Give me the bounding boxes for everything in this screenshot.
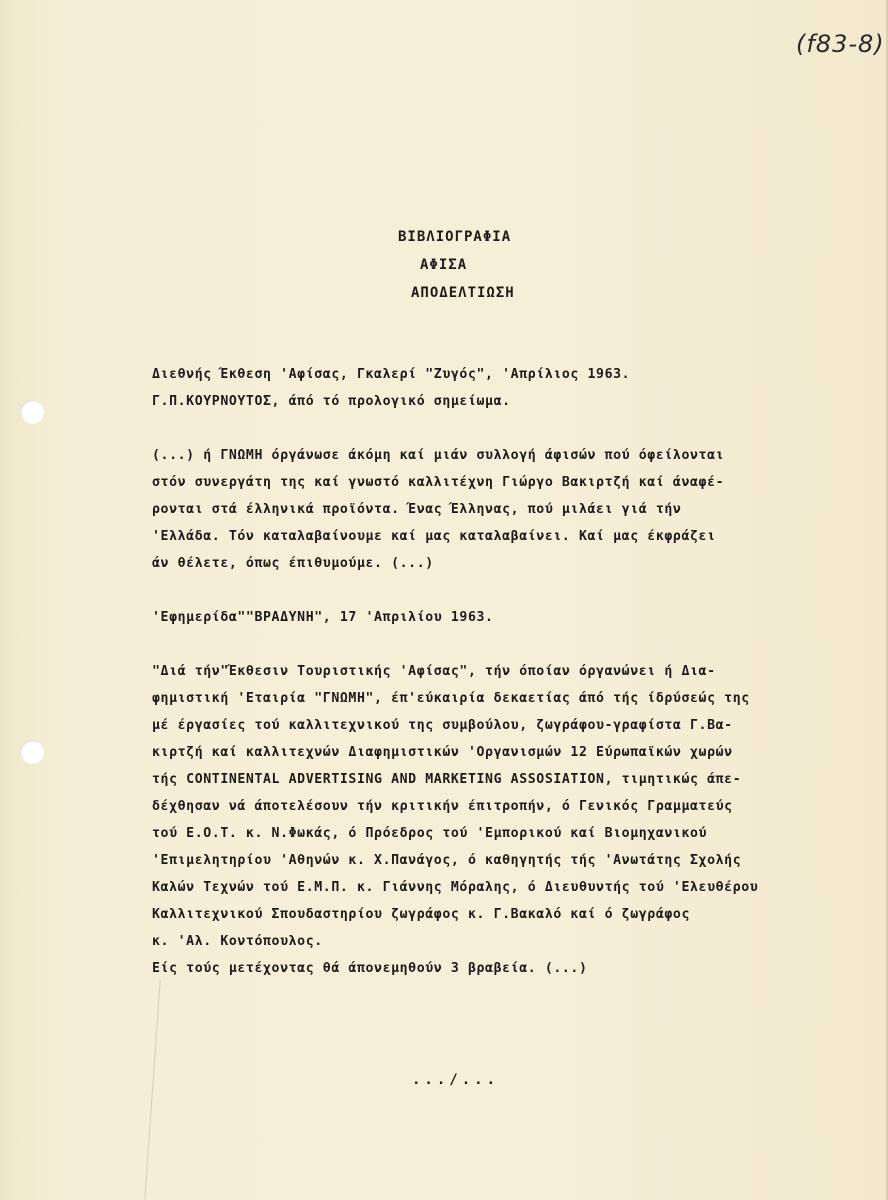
archive-reference: (f83-8) [796,30,885,58]
heading-poster: ΑΦΙΣΑ [420,257,468,273]
punch-hole-top [20,400,44,424]
paragraph-line: 'Επιμελητηρίου 'Αθηνών κ. Χ.Πανάγος, ό καθηγητής τής 'Ανωτάτης Σχολής [152,853,742,868]
paragraph-line: μέ έργασίες τού καλλιτεχνικού της συμβούλου, ζωγράφου-γραφίστα Γ.Βα- [152,718,733,733]
paragraph-line: (...) ή ΓΝΩΜΗ όργάνωσε άκόμη καί μιάν συλλογή άφισών πού όφείλονται [152,448,725,463]
paragraph-line: Καλών Τεχνών τού Ε.Μ.Π. κ. Γιάννης Μόραλης, ό Διευθυντής τού 'Ελευθέρου [152,880,759,895]
paragraph-line: Γ.Π.ΚΟΥΡΝΟΥΤΟΣ, άπό τό προλογικό σημείωμα. [152,394,511,409]
paragraph-line: 'Εφημερίδα""ΒΡΑΔΥΝΗ", 17 'Απριλίου 1963. [152,610,494,625]
paragraph-line: δέχθησαν νά άποτελέσουν τήν κριτικήν έπιτροπήν, ό Γενικός Γραμματεύς [152,799,733,814]
paragraph-line: τής CONTINENTAL ADVERTISING AND MARKETING ASSOSIATION, τιμητικώς άπε- [152,772,742,787]
punch-hole-bottom [20,740,44,764]
paragraph-line: 'Ελλάδα. Τόν καταλαβαίνουμε καί μας καταλαβαίνει. Καί μας έκφράζει [152,529,716,544]
paragraph-line: τού Ε.Ο.Τ. κ. Ν.Φωκάς, ό Πρόεδρος τού 'Εμπορικού καί Βιομηχανικού [152,826,708,841]
paragraph-line: κ. 'Αλ. Κοντόπουλος. [152,934,323,949]
paragraph-line: φημιστική 'Εταιρία "ΓΝΩΜΗ", έπ'εύκαιρία δεκαετίας άπό τής ίδρύσεώς της [152,691,750,706]
paragraph-line: Καλλιτεχνικού Σπουδαστηρίου ζωγράφος κ. Γ.Βακαλό καί ό ζωγράφος [152,907,690,922]
paragraph-line: Είς τούς μετέχοντας θά άπονεμηθούν 3 βραβεία. (...) [152,961,588,976]
paragraph-line: Διεθνής Έκθεση 'Αφίσας, Γκαλερί "Ζυγός", 'Απρίλιος 1963. [152,367,631,382]
paragraph-line: κιρτζή καί καλλιτεχνών Διαφημιστικών 'Οργανισμών 12 Εύρωπαϊκών χωρών [152,745,733,760]
paragraph-line: "Διά τήν"Έκθεσιν Τουριστικής 'Αφίσας", τήν όποίαν όργανώνει ή Δια- [152,664,716,679]
paragraph-line: άν θέλετε, όπως έπιθυμούμε. (...) [152,556,434,571]
heading-bibliography: ΒΙΒΛΙΟΓΡΑΦΙΑ [398,229,512,245]
paragraph-line: ρονται στά έλληνικά προϊόντα. Ένας Έλληνας, πού μιλάει γιά τήν [152,502,682,517]
heading-clippings: ΑΠΟΔΕΛΤΙΩΣΗ [411,285,515,301]
continuation-mark: .../... [412,1072,500,1088]
paragraph-line: στόν συνεργάτη της καί γνωστό καλλιτέχνη Γιώργο Βακιρτζή καί άναφέ- [152,475,725,490]
